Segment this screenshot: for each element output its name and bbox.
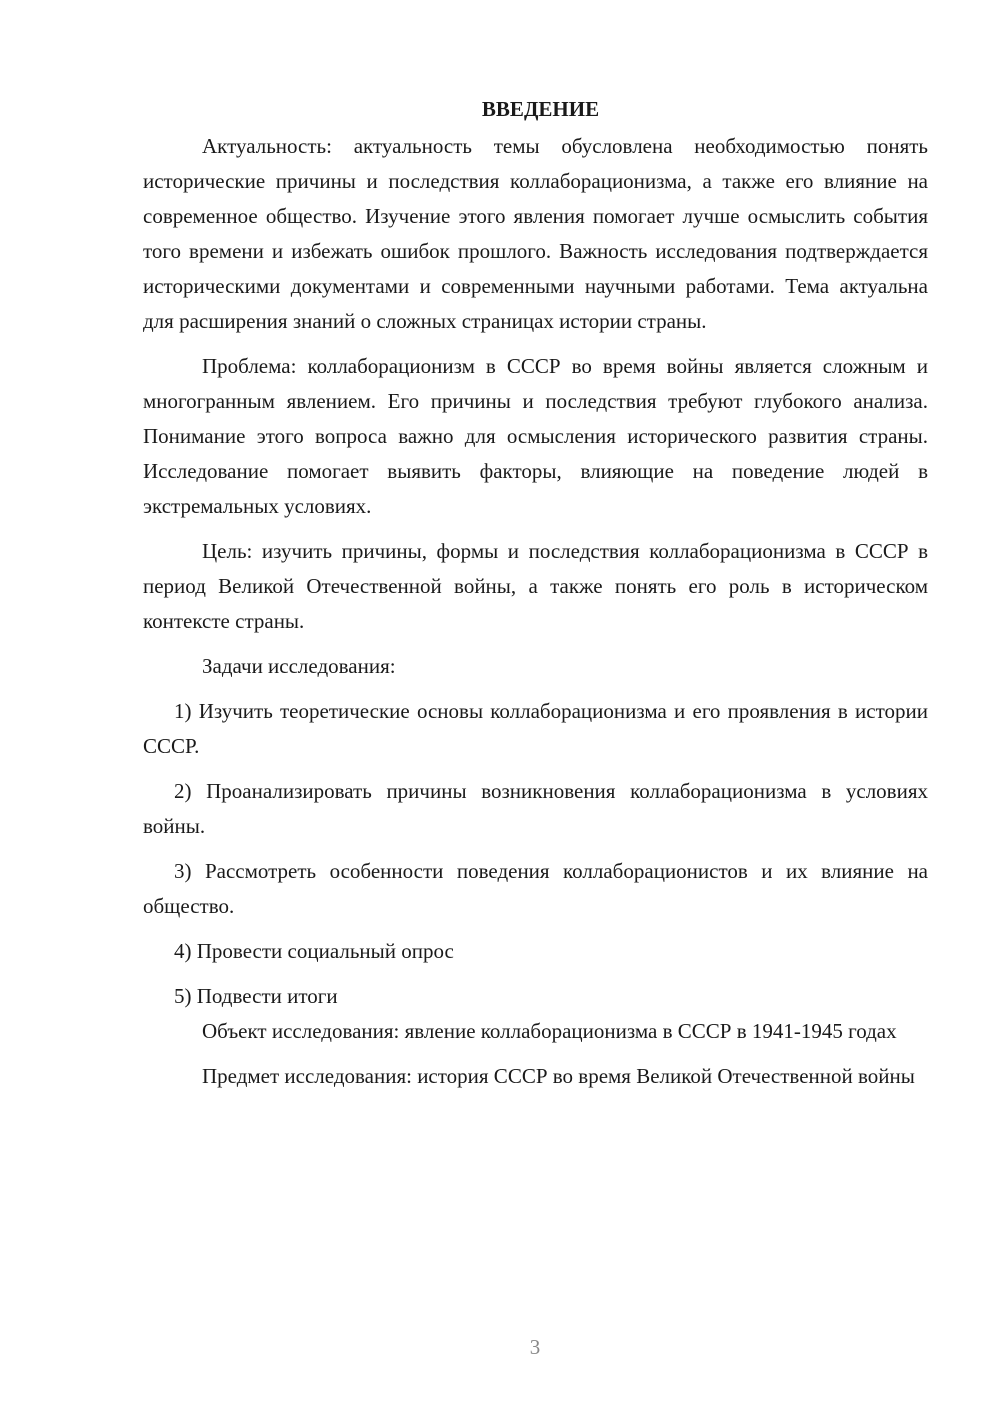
task-item-5: 5) Подвести итоги: [174, 984, 338, 1008]
section-heading: ВВЕДЕНИЕ: [481, 97, 600, 121]
subject-paragraph: Предмет исследования: история СССР во время Великой Отечественной войны: [202, 1064, 915, 1088]
relevance-paragraph: Актуальность: актуальность темы обусловлена необходимостью понять исторические причины и последствия коллаборационизма, а также его влияние на современное общество. Изучение этого явления помогает лучше осмыслить события того времени и избежать ошибок прошлого. Важность исследования подтверждается историческими документами и современными научными работами. Тема актуальна для расширения знаний о сложных страницах истории страны.: [143, 134, 928, 333]
task-item-4: 4) Провести социальный опрос: [174, 939, 454, 963]
object-paragraph: Объект исследования: явление коллаборационизма в СССР в 1941-1945 годах: [202, 1019, 897, 1043]
tasks-intro: Задачи исследования:: [202, 654, 396, 678]
task-item-1: 1) Изучить теоретические основы коллаборационизма и его проявления в истории СССР.: [143, 699, 928, 758]
goal-paragraph: Цель: изучить причины, формы и последствия коллаборационизма в СССР в период Великой Отечественной войны, а также понять его роль в историческом контексте страны.: [143, 539, 928, 633]
page-content: [143, 92, 928, 1104]
task-item-3: 3) Рассмотреть особенности поведения коллаборационистов и их влияние на общество.: [143, 859, 928, 918]
task-item-2: 2) Проанализировать причины возникновения коллаборационизма в условиях войны.: [143, 779, 928, 838]
page-number: 3: [529, 1335, 541, 1359]
problem-paragraph: Проблема: коллаборационизм в СССР во время войны является сложным и многогранным явлением. Его причины и последствия требуют глубокого анализа. Понимание этого вопроса важно для осмысления исторического развития страны. Исследование помогает выявить факторы, влияющие на поведение людей в экстремальных условиях.: [143, 354, 928, 518]
